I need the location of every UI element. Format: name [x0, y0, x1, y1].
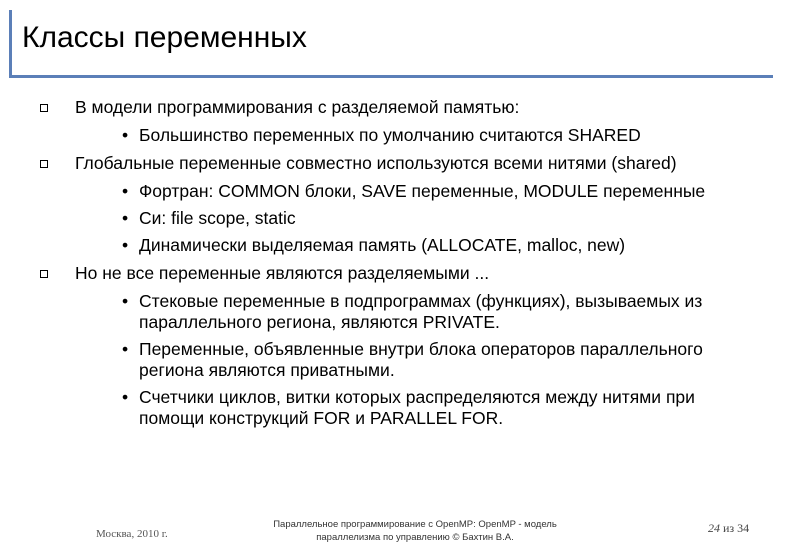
sub-bullet-text: Фортран: COMMON блоки, SAVE переменные, MODULE переменные: [139, 181, 706, 201]
sub-bullet-text: Большинство переменных по умолчанию считаются SHARED: [139, 125, 641, 145]
page-of: из: [723, 521, 735, 535]
bullet-text: В модели программирования с разделяемой памятью:: [75, 97, 520, 117]
page-current: 24: [708, 521, 720, 535]
slide-title: Классы переменных: [22, 21, 307, 54]
sub-bullet-item: [0, 291, 739, 333]
title-underline: [9, 75, 773, 78]
sub-bullet-item: [0, 235, 739, 256]
dot-bullet-icon: •: [122, 181, 129, 201]
bullet-item: [0, 152, 755, 175]
sub-bullet-item: [0, 387, 739, 429]
dot-bullet-icon: •: [122, 339, 129, 359]
sub-bullet-item: [0, 208, 739, 229]
dot-bullet-icon: •: [122, 387, 129, 407]
sub-bullet-text: Си: file scope, static: [139, 208, 296, 228]
title-accent-bar: [9, 10, 12, 78]
bullet-text: Глобальные переменные совместно используются всеми нитями (shared): [75, 153, 677, 173]
bullet-text: Но не все переменные являются разделяемыми ...: [75, 263, 490, 283]
dot-bullet-icon: •: [122, 291, 129, 311]
square-bullet-icon: [40, 270, 48, 278]
page-total: 34: [737, 521, 750, 535]
dot-bullet-icon: •: [122, 208, 129, 228]
bullet-item: [0, 96, 755, 119]
square-bullet-icon: [40, 160, 48, 168]
footer-course-line: параллелизма по управлению © Бахтин В.А.: [316, 532, 514, 543]
sub-bullet-text: Динамически выделяемая память (ALLOCATE, malloc, new): [139, 235, 626, 255]
bullet-item: [0, 262, 755, 285]
square-bullet-icon: [40, 104, 48, 112]
sub-bullet-item: [0, 339, 739, 381]
dot-bullet-icon: •: [122, 235, 129, 255]
dot-bullet-icon: •: [122, 125, 129, 145]
sub-bullet-item: [0, 181, 739, 202]
slide-content: [0, 96, 800, 435]
sub-bullet-item: [0, 125, 739, 146]
sub-bullet-text: Стековые переменные в подпрограммах (функциях), вызываемых из параллельного региона, являются PRIVATE.: [139, 291, 703, 332]
footer-course-line: Параллельное программирование с OpenMP: OpenMP - модель: [273, 519, 557, 530]
sub-bullet-text: Счетчики циклов, витки которых распределяются между нитями при помощи конструкций FOR и PARALLEL FOR.: [139, 387, 695, 428]
footer-location: Москва, 2010 г.: [96, 528, 168, 540]
sub-bullet-text: Переменные, объявленные внутри блока операторов параллельного региона являются приватными.: [139, 339, 703, 380]
footer-course-title: [230, 518, 600, 544]
page-number: [708, 521, 749, 536]
